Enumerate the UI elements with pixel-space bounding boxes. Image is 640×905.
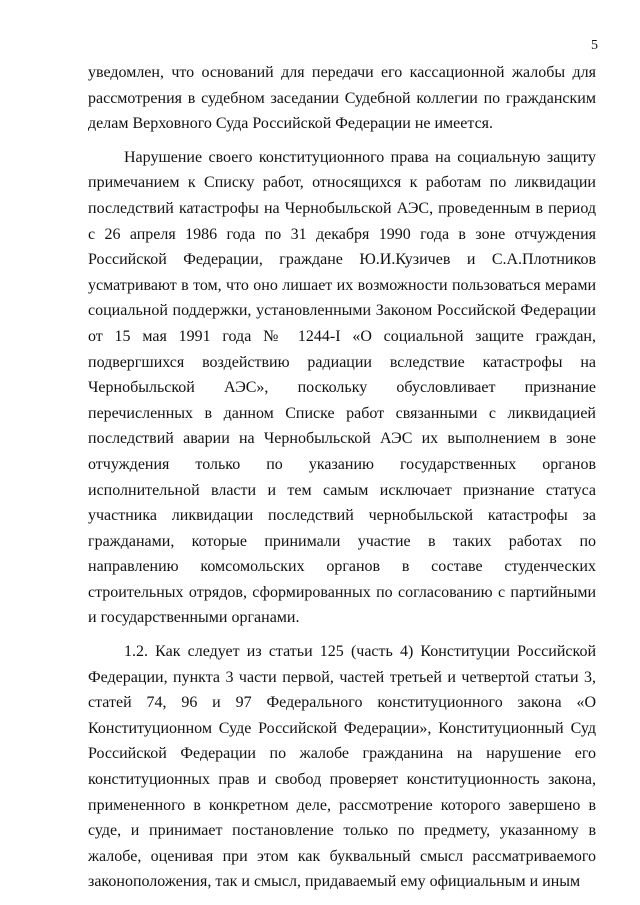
paragraph-2: Нарушение своего конституционного права на социальную защиту примечанием к Списку работ, относящихся к работам по ликвидации последствий катастрофы на Чернобыльской АЭС, проведенным в период с 26 апреля 1986 года по 31 декабря 1990 года в зоне отчуждения Российской Федерации, граждане Ю.И.Кузичев и С.А.Плотников усматривают в том, что оно лишает их возможности пользоваться мерами социальной поддержки, установленными Законом Российской Федерации от 15 мая 1991 года № 1244-I «О социальной защите граждан, подвергшихся воздействию радиации вследствие катастрофы на Чернобыльской АЭС», поскольку обусловливает признание перечисленных в данном Списке работ связанными с ликвидацией последствий аварии на Чернобыльской АЭС их выполнением в зоне отчуждения только по указанию государственных органов исполнительной власти и тем самым исключает признание статуса участника ликвидации последствий чернобыльской катастрофы за гражданами, которые принимали участие в таких работах по направлению комсомольских органов в составе студенческих строительных отрядов, сформированных по согласованию с партийными и государственными органами. bbox=[88, 148, 596, 627]
paragraph-1: уведомлен, что оснований для передачи его кассационной жалобы для рассмотрения в судебном заседании Судебной коллегии по гражданским делам Верховного Суда Российской Федерации не имеется. bbox=[88, 64, 596, 133]
document-body bbox=[88, 60, 596, 895]
page-number: 5 bbox=[591, 38, 598, 53]
paragraph-3: 1.2. Как следует из статьи 125 (часть 4) Конституции Российской Федерации, пункта 3 части первой, частей третьей и четвертой статьи 3, статей 74, 96 и 97 Федерального конституционного закона «О Конституционном Суде Российской Федерации», Конституционный Суд Российской Федерации по жалобе гражданина на нарушение его конституционных прав и свобод проверяет конституционность закона, примененного в конкретном деле, рассмотрение которого завершено в суде, и принимает постановление только по предмету, указанному в жалобе, оценивая при этом как буквальный смысл рассматриваемого законоположения, так и смысл, придаваемый ему официальным и иным bbox=[88, 643, 596, 891]
